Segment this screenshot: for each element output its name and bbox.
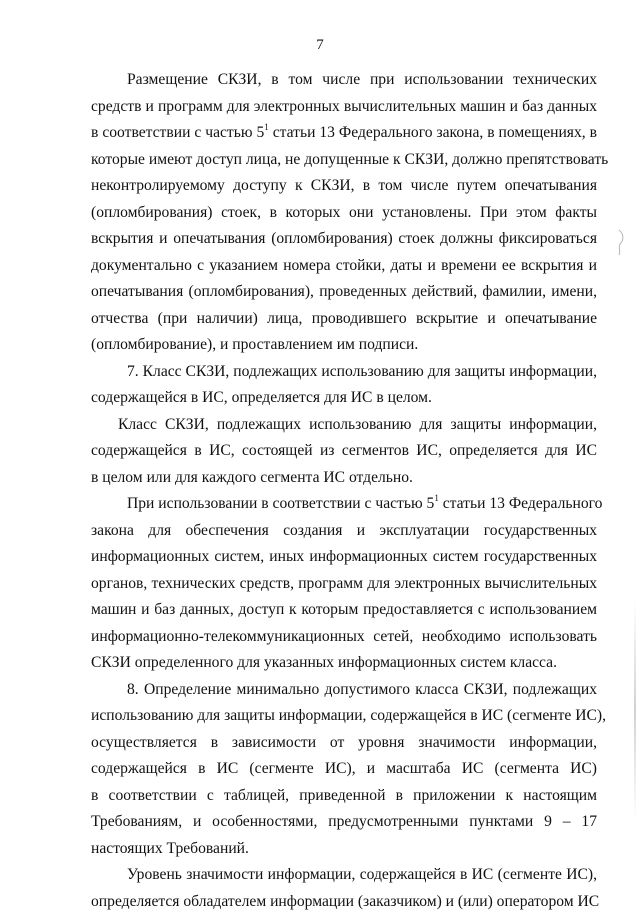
scan-edge-shadow — [634, 600, 636, 820]
text-line: (опломбирование), и проставлением им подписи. — [91, 332, 597, 359]
text-line: 7. Класс СКЗИ, подлежащих использованию для защиты информации, — [91, 359, 597, 386]
superscript: 1 — [264, 122, 269, 132]
text-fragment: в соответствии с частью 5 — [91, 124, 264, 141]
pencil-mark-icon — [616, 228, 626, 256]
text-line — [91, 491, 597, 518]
text-line: вскрытия и опечатывания (опломбирования) стоек должны фиксироваться — [91, 226, 597, 253]
text-line: (опломбирования) стоек, в которых они установлены. При этом факты — [91, 200, 597, 227]
text-line: Размещение СКЗИ, в том числе при использовании технических — [91, 67, 597, 94]
text-line: неконтролируемому доступу к СКЗИ, в том числе путем опечатывания — [91, 173, 597, 200]
text-line: документально с указанием номера стойки, даты и времени ее вскрытия и — [91, 253, 597, 280]
text-line: машин и баз данных, доступ к которым предоставляется с использованием — [91, 597, 597, 624]
text-line: в соответствии с таблицей, приведенной в приложении к настоящим — [91, 783, 597, 810]
document-body — [91, 67, 597, 915]
text-fragment: При использовании в соответствии с частью 5 — [127, 495, 434, 512]
text-line: отчества (при наличии) лица, проводившего вскрытие и опечатывание — [91, 306, 597, 333]
text-line: информационных систем, иных информационных систем государственных — [91, 544, 597, 571]
text-line: средств и программ для электронных вычислительных машин и баз данных — [91, 94, 597, 121]
text-line: СКЗИ определенного для указанных информационных систем класса. — [91, 650, 597, 677]
text-line: опечатывания (опломбирования), проведенных действий, фамилии, имени, — [91, 279, 597, 306]
text-line: в целом или для каждого сегмента ИС отдельно. — [91, 465, 597, 492]
text-fragment: статьи 13 Федерального — [443, 495, 603, 512]
text-line: определяется обладателем информации (заказчиком) и (или) оператором ИС — [91, 889, 597, 915]
text-line: содержащейся в ИС, определяется для ИС в целом. — [91, 385, 597, 412]
text-line: содержащейся в ИС, состоящей из сегментов ИС, определяется для ИС — [91, 438, 597, 465]
text-line: информационно-телекоммуникационных сетей, необходимо использовать — [91, 624, 597, 651]
text-line: осуществляется в зависимости от уровня значимости информации, — [91, 730, 597, 757]
text-line: 8. Определение минимально допустимого класса СКЗИ, подлежащих — [91, 677, 597, 704]
text-line: настоящих Требований. — [91, 836, 597, 863]
superscript: 1 — [434, 493, 439, 503]
text-line: органов, технических средств, программ для электронных вычислительных — [91, 571, 597, 598]
text-line — [91, 120, 597, 147]
text-line: Класс СКЗИ, подлежащих использованию для защиты информации, — [91, 412, 597, 439]
text-line: закона для обеспечения создания и эксплуатации государственных — [91, 518, 597, 545]
text-line: содержащейся в ИС (сегменте ИС), и масштаба ИС (сегмента ИС) — [91, 756, 597, 783]
text-line: которые имеют доступ лица, не допущенные к СКЗИ, должно препятствовать — [91, 147, 597, 174]
page-number: 7 — [0, 36, 640, 54]
text-line: Уровень значимости информации, содержащейся в ИС (сегменте ИС), — [91, 862, 597, 889]
text-fragment: статьи 13 Федерального закона, в помещениях, в — [273, 124, 597, 141]
text-line: Требованиям, и особенностями, предусмотренными пунктами 9 – 17 — [91, 809, 597, 836]
text-line: использованию для защиты информации, содержащейся в ИС (сегменте ИС), — [91, 703, 597, 730]
